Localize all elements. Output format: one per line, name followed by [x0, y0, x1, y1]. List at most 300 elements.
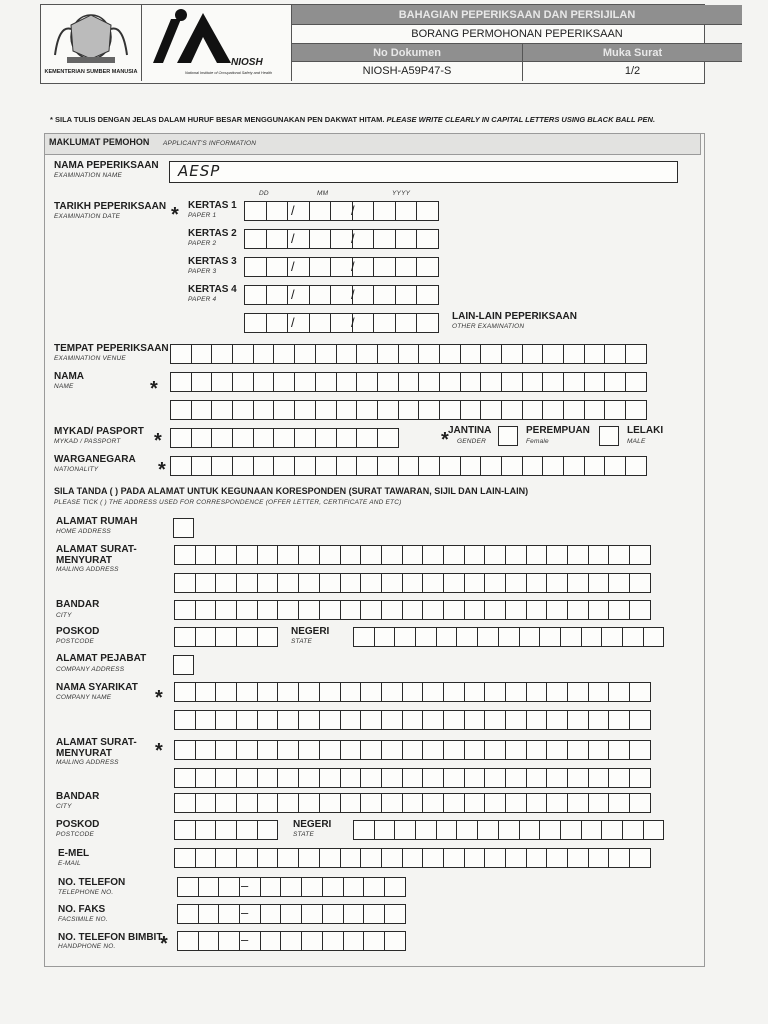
char-box[interactable] [484, 740, 506, 760]
char-box[interactable] [244, 257, 267, 277]
char-box[interactable] [422, 682, 444, 702]
char-box[interactable] [505, 793, 527, 813]
char-box[interactable] [501, 344, 523, 364]
char-box[interactable] [195, 848, 217, 868]
char-box[interactable] [298, 848, 320, 868]
char-box[interactable] [418, 372, 440, 392]
char-box[interactable] [563, 456, 585, 476]
char-box[interactable] [484, 848, 506, 868]
char-box[interactable] [309, 257, 332, 277]
char-box[interactable] [588, 740, 610, 760]
char-box[interactable] [436, 627, 458, 647]
char-box[interactable] [360, 573, 382, 593]
char-box[interactable] [381, 682, 403, 702]
char-box[interactable] [174, 627, 196, 647]
char-box[interactable] [360, 600, 382, 620]
char-box[interactable] [195, 768, 217, 788]
char-box[interactable] [273, 400, 295, 420]
char-box[interactable] [629, 682, 651, 702]
char-box[interactable] [330, 257, 353, 277]
char-box[interactable] [601, 820, 623, 840]
char-box[interactable] [456, 627, 478, 647]
char-box[interactable] [422, 768, 444, 788]
char-box[interactable] [322, 931, 344, 951]
char-box[interactable] [319, 793, 341, 813]
char-box[interactable] [398, 400, 420, 420]
char-box[interactable] [484, 768, 506, 788]
char-box[interactable] [315, 400, 337, 420]
char-box[interactable] [170, 400, 192, 420]
char-box[interactable] [418, 344, 440, 364]
char-box[interactable] [522, 372, 544, 392]
char-box[interactable] [343, 904, 365, 924]
char-box[interactable] [542, 344, 564, 364]
char-box[interactable] [601, 627, 623, 647]
char-box[interactable] [211, 400, 233, 420]
char-box[interactable] [177, 904, 199, 924]
char-box[interactable] [174, 848, 196, 868]
char-box[interactable] [567, 740, 589, 760]
char-box[interactable] [604, 456, 626, 476]
char-box[interactable] [625, 400, 647, 420]
char-box[interactable] [191, 344, 213, 364]
char-box[interactable] [629, 768, 651, 788]
char-box[interactable] [277, 793, 299, 813]
char-box[interactable] [195, 600, 217, 620]
paper-date-input[interactable] [244, 229, 438, 249]
char-box[interactable] [563, 372, 585, 392]
char-box[interactable] [608, 740, 630, 760]
paper-date-input[interactable] [244, 313, 438, 333]
char-box[interactable] [464, 600, 486, 620]
postcode-1-input[interactable] [174, 627, 277, 647]
char-box[interactable] [170, 344, 192, 364]
char-box[interactable] [191, 456, 213, 476]
char-box[interactable] [236, 600, 258, 620]
char-box[interactable] [395, 257, 418, 277]
char-box[interactable] [195, 740, 217, 760]
char-box[interactable] [360, 710, 382, 730]
char-box[interactable] [360, 682, 382, 702]
char-box[interactable] [542, 456, 564, 476]
char-box[interactable] [336, 400, 358, 420]
home-address-checkbox[interactable] [173, 518, 194, 538]
char-box[interactable] [608, 600, 630, 620]
char-box[interactable] [381, 740, 403, 760]
char-box[interactable] [257, 820, 279, 840]
char-box[interactable] [526, 768, 548, 788]
char-box[interactable] [484, 600, 506, 620]
char-box[interactable] [377, 428, 399, 448]
char-box[interactable] [377, 456, 399, 476]
char-box[interactable] [298, 545, 320, 565]
char-box[interactable] [298, 710, 320, 730]
char-box[interactable] [215, 682, 237, 702]
char-box[interactable] [315, 372, 337, 392]
char-box[interactable] [244, 313, 267, 333]
char-box[interactable] [215, 545, 237, 565]
char-box[interactable] [277, 768, 299, 788]
char-box[interactable] [319, 848, 341, 868]
char-box[interactable] [198, 931, 220, 951]
char-box[interactable] [384, 931, 406, 951]
char-box[interactable] [340, 793, 362, 813]
char-box[interactable] [195, 820, 217, 840]
char-box[interactable] [416, 257, 439, 277]
company-name-input-line-2[interactable] [174, 710, 650, 730]
char-box[interactable] [546, 600, 568, 620]
char-box[interactable] [526, 573, 548, 593]
char-box[interactable] [416, 201, 439, 221]
char-box[interactable] [360, 740, 382, 760]
char-box[interactable] [319, 573, 341, 593]
char-box[interactable] [436, 820, 458, 840]
city-2-input[interactable] [174, 793, 650, 813]
char-box[interactable] [336, 372, 358, 392]
char-box[interactable] [416, 285, 439, 305]
char-box[interactable] [584, 400, 606, 420]
char-box[interactable] [195, 710, 217, 730]
char-box[interactable] [542, 372, 564, 392]
char-box[interactable] [253, 344, 275, 364]
char-box[interactable] [377, 372, 399, 392]
char-box[interactable] [505, 600, 527, 620]
char-box[interactable] [439, 400, 461, 420]
char-box[interactable] [195, 627, 217, 647]
char-box[interactable] [373, 257, 396, 277]
char-box[interactable] [277, 600, 299, 620]
char-box[interactable] [301, 931, 323, 951]
char-box[interactable] [581, 820, 603, 840]
state-2-input[interactable] [353, 820, 663, 840]
char-box[interactable] [266, 285, 289, 305]
char-box[interactable] [315, 428, 337, 448]
char-box[interactable] [374, 627, 396, 647]
char-box[interactable] [542, 400, 564, 420]
char-box[interactable] [363, 877, 385, 897]
char-box[interactable] [402, 545, 424, 565]
char-box[interactable] [236, 710, 258, 730]
char-box[interactable] [629, 793, 651, 813]
char-box[interactable] [236, 682, 258, 702]
char-box[interactable] [480, 344, 502, 364]
char-box[interactable] [340, 682, 362, 702]
handphone-input[interactable] [177, 931, 405, 951]
char-box[interactable] [546, 573, 568, 593]
char-box[interactable] [322, 877, 344, 897]
char-box[interactable] [218, 877, 240, 897]
char-box[interactable] [343, 931, 365, 951]
char-box[interactable] [443, 848, 465, 868]
char-box[interactable] [588, 545, 610, 565]
fax-input[interactable] [177, 904, 405, 924]
char-box[interactable] [236, 848, 258, 868]
char-box[interactable] [402, 848, 424, 868]
char-box[interactable] [280, 877, 302, 897]
char-box[interactable] [643, 627, 665, 647]
char-box[interactable] [588, 600, 610, 620]
char-box[interactable] [215, 820, 237, 840]
char-box[interactable] [301, 904, 323, 924]
char-box[interactable] [398, 456, 420, 476]
char-box[interactable] [215, 793, 237, 813]
char-box[interactable] [294, 400, 316, 420]
char-box[interactable] [501, 456, 523, 476]
char-box[interactable] [174, 682, 196, 702]
char-box[interactable] [340, 545, 362, 565]
char-box[interactable] [198, 877, 220, 897]
char-box[interactable] [608, 545, 630, 565]
char-box[interactable] [460, 456, 482, 476]
char-box[interactable] [198, 904, 220, 924]
char-box[interactable] [526, 600, 548, 620]
char-box[interactable] [260, 931, 282, 951]
paper-date-input[interactable] [244, 201, 438, 221]
char-box[interactable] [519, 820, 541, 840]
char-box[interactable] [174, 573, 196, 593]
char-box[interactable] [629, 848, 651, 868]
char-box[interactable] [395, 201, 418, 221]
char-box[interactable] [195, 545, 217, 565]
char-box[interactable] [608, 848, 630, 868]
char-box[interactable] [526, 710, 548, 730]
char-box[interactable] [464, 573, 486, 593]
char-box[interactable] [232, 400, 254, 420]
char-box[interactable] [415, 627, 437, 647]
char-box[interactable] [608, 573, 630, 593]
char-box[interactable] [546, 740, 568, 760]
char-box[interactable] [260, 877, 282, 897]
email-input[interactable] [174, 848, 650, 868]
name-input-line-1[interactable] [170, 372, 646, 392]
char-box[interactable] [629, 573, 651, 593]
char-box[interactable] [257, 740, 279, 760]
char-box[interactable] [373, 313, 396, 333]
company-name-input-line-1[interactable] [174, 682, 650, 702]
char-box[interactable] [443, 793, 465, 813]
char-box[interactable] [273, 456, 295, 476]
char-box[interactable] [381, 573, 403, 593]
char-box[interactable] [588, 573, 610, 593]
char-box[interactable] [625, 372, 647, 392]
char-box[interactable] [464, 545, 486, 565]
char-box[interactable] [170, 428, 192, 448]
char-box[interactable] [384, 877, 406, 897]
char-box[interactable] [394, 627, 416, 647]
char-box[interactable] [567, 793, 589, 813]
char-box[interactable] [340, 768, 362, 788]
char-box[interactable] [353, 627, 375, 647]
char-box[interactable] [546, 793, 568, 813]
char-box[interactable] [384, 904, 406, 924]
char-box[interactable] [381, 793, 403, 813]
char-box[interactable] [464, 710, 486, 730]
char-box[interactable] [422, 710, 444, 730]
char-box[interactable] [526, 848, 548, 868]
char-box[interactable] [215, 848, 237, 868]
char-box[interactable] [191, 428, 213, 448]
char-box[interactable] [584, 456, 606, 476]
char-box[interactable] [480, 456, 502, 476]
char-box[interactable] [360, 848, 382, 868]
char-box[interactable] [394, 820, 416, 840]
char-box[interactable] [581, 627, 603, 647]
char-box[interactable] [273, 344, 295, 364]
char-box[interactable] [277, 682, 299, 702]
char-box[interactable] [439, 372, 461, 392]
char-box[interactable] [443, 545, 465, 565]
char-box[interactable] [498, 820, 520, 840]
char-box[interactable] [244, 229, 267, 249]
char-box[interactable] [584, 344, 606, 364]
char-box[interactable] [422, 600, 444, 620]
char-box[interactable] [501, 400, 523, 420]
char-box[interactable] [257, 627, 279, 647]
char-box[interactable] [257, 793, 279, 813]
char-box[interactable] [215, 768, 237, 788]
char-box[interactable] [298, 768, 320, 788]
char-box[interactable] [340, 740, 362, 760]
char-box[interactable] [340, 600, 362, 620]
char-box[interactable] [330, 201, 353, 221]
char-box[interactable] [266, 201, 289, 221]
nationality-input[interactable] [170, 456, 646, 476]
char-box[interactable] [622, 627, 644, 647]
postcode-2-input[interactable] [174, 820, 277, 840]
char-box[interactable] [443, 573, 465, 593]
char-box[interactable] [480, 400, 502, 420]
char-box[interactable] [244, 285, 267, 305]
char-box[interactable] [211, 428, 233, 448]
char-box[interactable] [280, 931, 302, 951]
char-box[interactable] [526, 740, 548, 760]
char-box[interactable] [257, 600, 279, 620]
char-box[interactable] [340, 848, 362, 868]
char-box[interactable] [567, 545, 589, 565]
char-box[interactable] [546, 545, 568, 565]
char-box[interactable] [604, 344, 626, 364]
char-box[interactable] [377, 400, 399, 420]
char-box[interactable] [395, 313, 418, 333]
char-box[interactable] [260, 904, 282, 924]
char-box[interactable] [215, 573, 237, 593]
char-box[interactable] [381, 710, 403, 730]
exam-name-input[interactable] [169, 161, 678, 183]
char-box[interactable] [567, 600, 589, 620]
char-box[interactable] [381, 545, 403, 565]
char-box[interactable] [422, 573, 444, 593]
char-box[interactable] [236, 820, 258, 840]
char-box[interactable] [236, 740, 258, 760]
char-box[interactable] [343, 877, 365, 897]
char-box[interactable] [464, 768, 486, 788]
char-box[interactable] [505, 545, 527, 565]
char-box[interactable] [363, 904, 385, 924]
char-box[interactable] [608, 682, 630, 702]
char-box[interactable] [526, 545, 548, 565]
char-box[interactable] [191, 400, 213, 420]
char-box[interactable] [398, 372, 420, 392]
paper-date-input[interactable] [244, 257, 438, 277]
char-box[interactable] [356, 456, 378, 476]
char-box[interactable] [443, 710, 465, 730]
name-input-line-2[interactable] [170, 400, 646, 420]
char-box[interactable] [464, 793, 486, 813]
char-box[interactable] [625, 456, 647, 476]
char-box[interactable] [236, 545, 258, 565]
char-box[interactable] [505, 848, 527, 868]
char-box[interactable] [567, 710, 589, 730]
char-box[interactable] [174, 545, 196, 565]
char-box[interactable] [322, 904, 344, 924]
char-box[interactable] [460, 372, 482, 392]
mailing-1-input-line-1[interactable] [174, 545, 650, 565]
char-box[interactable] [608, 710, 630, 730]
char-box[interactable] [315, 344, 337, 364]
char-box[interactable] [195, 793, 217, 813]
char-box[interactable] [319, 740, 341, 760]
char-box[interactable] [253, 400, 275, 420]
char-box[interactable] [456, 820, 478, 840]
char-box[interactable] [422, 793, 444, 813]
char-box[interactable] [439, 344, 461, 364]
char-box[interactable] [174, 740, 196, 760]
char-box[interactable] [416, 313, 439, 333]
char-box[interactable] [484, 682, 506, 702]
char-box[interactable] [546, 682, 568, 702]
mailing-2-input-line-1[interactable] [174, 740, 650, 760]
char-box[interactable] [215, 627, 237, 647]
char-box[interactable] [174, 600, 196, 620]
char-box[interactable] [177, 877, 199, 897]
char-box[interactable] [477, 820, 499, 840]
char-box[interactable] [584, 372, 606, 392]
char-box[interactable] [567, 848, 589, 868]
char-box[interactable] [505, 573, 527, 593]
char-box[interactable] [625, 344, 647, 364]
char-box[interactable] [215, 710, 237, 730]
char-box[interactable] [498, 627, 520, 647]
char-box[interactable] [257, 768, 279, 788]
char-box[interactable] [395, 285, 418, 305]
char-box[interactable] [402, 793, 424, 813]
char-box[interactable] [294, 372, 316, 392]
char-box[interactable] [294, 456, 316, 476]
char-box[interactable] [484, 793, 506, 813]
char-box[interactable] [505, 768, 527, 788]
char-box[interactable] [539, 820, 561, 840]
char-box[interactable] [340, 710, 362, 730]
char-box[interactable] [588, 710, 610, 730]
char-box[interactable] [505, 682, 527, 702]
char-box[interactable] [298, 600, 320, 620]
char-box[interactable] [560, 627, 582, 647]
char-box[interactable] [464, 740, 486, 760]
char-box[interactable] [360, 545, 382, 565]
char-box[interactable] [174, 793, 196, 813]
char-box[interactable] [526, 793, 548, 813]
char-box[interactable] [629, 740, 651, 760]
char-box[interactable] [484, 710, 506, 730]
char-box[interactable] [257, 682, 279, 702]
char-box[interactable] [309, 201, 332, 221]
char-box[interactable] [522, 344, 544, 364]
char-box[interactable] [257, 573, 279, 593]
char-box[interactable] [215, 600, 237, 620]
char-box[interactable] [402, 768, 424, 788]
char-box[interactable] [477, 627, 499, 647]
telephone-input[interactable] [177, 877, 405, 897]
